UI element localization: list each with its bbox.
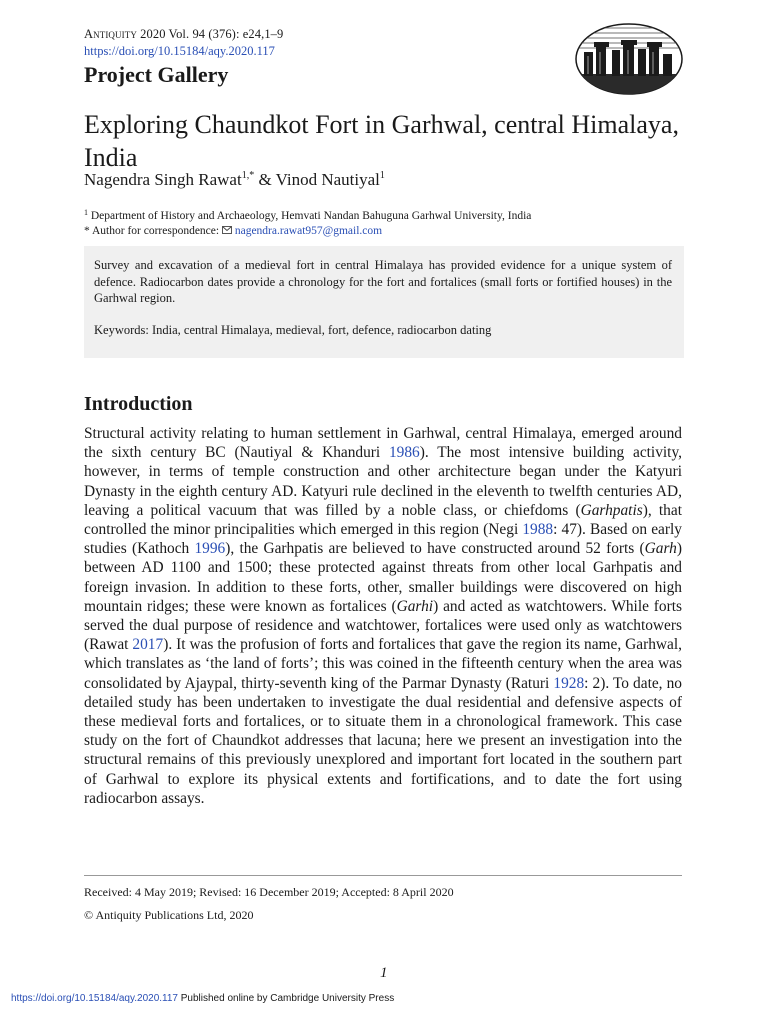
body-text: : 47). Based on early studies (Kathoch xyxy=(84,521,682,558)
body-italic: Garh xyxy=(644,540,677,558)
page-number: 1 xyxy=(380,965,388,981)
correspondence-line xyxy=(84,224,531,239)
author-name: Vinod Nautiyal xyxy=(275,170,380,189)
reference-link[interactable]: 1988 xyxy=(522,521,554,539)
journal-citation xyxy=(84,27,283,42)
reference-link[interactable]: 1928 xyxy=(553,674,585,692)
affiliation-number: 1 xyxy=(84,208,88,217)
body-text: ). The most intensive building activity, however, in terms of temple construction and other architecture began under the Katyuri Dynasty in the eighth century AD. Katyuri rule declined in the eleventh to twelfth centuries AD, leaving a political vacuum that was filled by a noble class, or chiefdoms ( xyxy=(84,444,682,519)
reference-link[interactable]: 2017 xyxy=(132,636,164,654)
affiliation-text: Department of History and Archaeology, Hemvati Nandan Bahuguna Garhwal University, India xyxy=(90,210,532,222)
published-online-text: Published online by Cambridge University Press xyxy=(177,993,395,1004)
author-affiliation-mark: 1,* xyxy=(241,170,255,181)
body-text: ) and acted as watchtowers. While forts served the dual purpose of residence and watchtower, fortalices were used only as watchtowers (Rawat xyxy=(84,597,682,654)
body-text: : 2). To date, no detailed study has been undertaken to investigate the dual residential and defensive aspects of these medieval forts and fortalices, or to situate them in a chronological framework. This case study on the fort of Chaundkot addresses that lacuna; here we present an investigation into the structural remains of this previously unexplored and important fort located in the southern part of Garhwal to explore its physical extents and fortifications, and to date the fort using radiocarbon assays. xyxy=(84,674,682,807)
article-title: Exploring Chaundkot Fort in Garhwal, central Himalaya, India xyxy=(84,110,679,172)
section-heading: Introduction xyxy=(84,393,193,415)
body-text: ). It was the profusion of forts and fortalices that gave the region its name, Garhwal, which translates as ‘the land of forts’; this was coined in the fifteenth century when the area was consolidated by Ajaypal, thirty-seventh king of the Parmar Dynasty (Raturi xyxy=(84,636,682,692)
body-text: Structural activity relating to human settlement in Garhwal, central Himalaya, emerged around the sixth century BC (Nautiyal & Khanduri xyxy=(84,425,682,462)
body-italic: Garhi xyxy=(396,597,434,615)
body-italic: Garhpatis xyxy=(580,501,643,519)
antiquity-stonehenge-logo-icon xyxy=(574,22,684,96)
correspondence-label: * Author for correspondence: xyxy=(84,225,220,237)
body-text: ) between AD 1100 and 1500; these protected against threats from other local Garhpatis and foreign invasion. In addition to these forts, other, smaller buildings were discovered on high mountain ridges; these were known as fortalices ( xyxy=(84,540,682,615)
body-text: ), the Garhpatis are believed to have constructed around 52 forts ( xyxy=(225,540,645,558)
publication-note xyxy=(11,993,394,1004)
reference-link[interactable]: 1996 xyxy=(194,540,226,558)
envelope-icon xyxy=(222,226,232,234)
keywords: Keywords: India, central Himalaya, medieval, fort, defence, radiocarbon dating xyxy=(94,322,492,337)
author-separator: & xyxy=(254,170,276,189)
doi-link-bottom[interactable]: https://doi.org/10.15184/aqy.2020.117 xyxy=(11,993,178,1004)
introduction-paragraph xyxy=(84,424,682,808)
author-list xyxy=(84,170,385,190)
author-affiliation-mark: 1 xyxy=(379,170,385,181)
journal-volume-info: 2020 Vol. 94 (376): e24,1–9 xyxy=(140,27,284,41)
author-email-link[interactable]: nagendra.rawat957@gmail.com xyxy=(234,225,383,237)
affiliation-line xyxy=(84,205,531,224)
author-name: Nagendra Singh Rawat xyxy=(84,170,242,189)
abstract-text: Survey and excavation of a medieval fort in central Himalaya has provided evidence for a unique system of defence. Radiocarbon dates provide a chronology for the fort and fortalices (small forts or fortified houses) in the Garhwal region. xyxy=(94,258,672,305)
section-label: Project Gallery xyxy=(84,62,229,87)
reference-link[interactable]: 1986 xyxy=(388,444,420,462)
copyright-notice: © Antiquity Publications Ltd, 2020 xyxy=(84,908,254,922)
journal-name: Antiquity xyxy=(84,27,137,41)
footer-divider xyxy=(84,875,682,876)
received-dates: Received: 4 May 2019; Revised: 16 December 2019; Accepted: 8 April 2020 xyxy=(84,885,454,899)
doi-link[interactable]: https://doi.org/10.15184/aqy.2020.117 xyxy=(84,44,275,58)
body-text: ), that controlled the minor principalities which emerged in this region (Negi xyxy=(84,501,682,539)
abstract-box xyxy=(84,246,684,358)
affiliations xyxy=(84,205,531,239)
